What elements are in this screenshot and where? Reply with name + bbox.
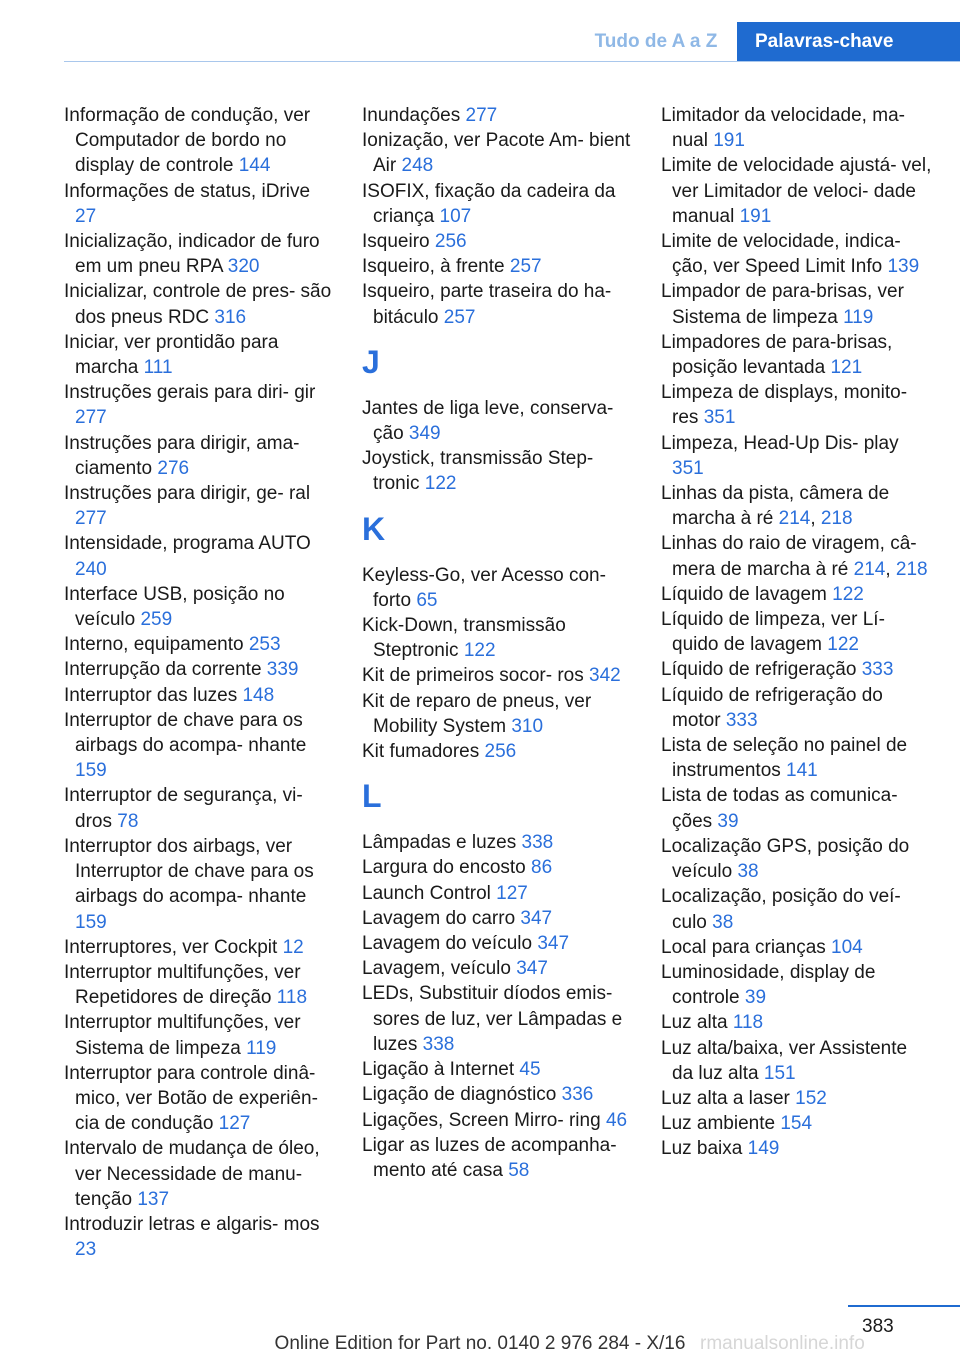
page-link[interactable]: 257: [509, 256, 542, 278]
index-entry-text: Luz alta a laser: [661, 1087, 796, 1109]
index-entry: [661, 330, 933, 380]
header-divider: [64, 61, 960, 62]
index-entry-text: Keyless-Go, ver Acesso con‐ forto: [362, 564, 606, 611]
index-entry: [661, 1086, 933, 1111]
index-entry-text: Introduzir letras e algaris‐ mos: [64, 1213, 320, 1235]
page-link[interactable]: 122: [832, 583, 864, 605]
index-entry-text: Ligação à Internet: [362, 1059, 520, 1081]
page-link[interactable]: 159: [75, 911, 107, 933]
page-link[interactable]: 259: [140, 609, 173, 631]
index-entry-text: Luz baixa: [661, 1138, 748, 1160]
index-entry: [362, 179, 634, 229]
index-entry: [661, 380, 933, 430]
index-entry: [362, 613, 634, 663]
index-entry-text: Limpador de para-brisas, ver Sistema de limpeza: [661, 281, 904, 328]
page-link[interactable]: 351: [672, 457, 704, 479]
page-link[interactable]: 240: [75, 558, 107, 580]
page-link[interactable]: 118: [276, 987, 308, 1009]
index-entry: [64, 179, 336, 229]
page-link[interactable]: 218: [820, 508, 853, 530]
index-entry: [64, 380, 336, 430]
page-link[interactable]: 218: [895, 558, 928, 580]
page-link[interactable]: 23: [75, 1239, 97, 1261]
index-entry-text: Kit de primeiros socor‐ ros: [362, 665, 590, 687]
index-entry-text: Localização GPS, posição do veículo: [661, 835, 910, 883]
index-entry: [362, 931, 634, 956]
index-entry-text: Linhas do raio de viragem, câ‐ mera de marcha à ré: [661, 533, 917, 580]
index-entry: [64, 279, 336, 329]
page-link[interactable]: 253: [248, 634, 281, 656]
page-link[interactable]: 38: [737, 861, 759, 883]
index-entry-text: Limpeza, Head-Up Dis‐ play: [661, 432, 899, 454]
page-link[interactable]: 144: [238, 155, 271, 177]
index-entry: [362, 956, 634, 981]
index-entry: [362, 1133, 634, 1183]
page-link[interactable]: 338: [422, 1033, 455, 1055]
index-entry-text: Limite de velocidade, indica‐ ção, ver Speed Limit Info: [661, 231, 901, 278]
index-entry: [362, 128, 634, 178]
index-entry: [64, 330, 336, 380]
page-link[interactable]: 107: [439, 205, 472, 227]
page-link[interactable]: 336: [561, 1084, 594, 1106]
index-entry: [661, 1036, 933, 1086]
page-link[interactable]: 149: [747, 1138, 780, 1160]
page-link[interactable]: 154: [780, 1113, 813, 1135]
index-entry-text: Ligar as luzes de acompanha‐ mento até casa: [362, 1134, 617, 1181]
index-entry: [362, 855, 634, 880]
index-entry-text: Local para crianças: [661, 936, 832, 958]
index-entry: [64, 1010, 336, 1060]
index-entry: [64, 1212, 336, 1262]
index-entry: [362, 1082, 634, 1107]
page-link[interactable]: 127: [218, 1113, 251, 1135]
index-entry: [661, 834, 933, 884]
index-entry: [362, 563, 634, 613]
index-entry: [661, 1010, 933, 1035]
index-entry: [661, 607, 933, 657]
page-link[interactable]: 276: [157, 457, 190, 479]
page-link[interactable]: 12: [282, 936, 304, 958]
index-column-3: [661, 103, 933, 1162]
index-entry-text: Inicialização, indicador de furo em um pneu RPA: [64, 231, 320, 278]
page-link[interactable]: 214: [778, 508, 811, 530]
index-entry-text: Líquido de lavagem: [661, 583, 833, 605]
page-link[interactable]: 118: [732, 1012, 764, 1034]
page-link[interactable]: 39: [717, 810, 739, 832]
index-entry-text: Luz alta/baixa, ver Assistente da luz alta: [661, 1037, 908, 1084]
index-entry-text: Inundações: [362, 105, 466, 126]
index-entry-text: Interface USB, posição no veículo: [64, 583, 285, 631]
index-entry: [64, 1136, 336, 1212]
page-link[interactable]: 277: [75, 407, 107, 429]
index-entry-text: Lavagem, veículo: [362, 958, 517, 980]
index-entry-text: Luminosidade, display de controle: [661, 961, 876, 1009]
index-entry-text: Largura do encosto: [362, 857, 532, 879]
index-entry-text: Interruptor multifunções, ver Sistema de limpeza: [64, 1012, 301, 1059]
index-entry: [362, 103, 634, 128]
index-entry: [362, 830, 634, 855]
index-entry: [661, 153, 933, 229]
index-entry: Linhas da pista, câmera de marcha à ré 214, 218: [661, 483, 890, 530]
index-entry: [661, 1136, 933, 1161]
index-entry-text: Luz alta: [661, 1012, 733, 1034]
index-entry-text: Limitador da velocidade, ma‐ nual: [661, 105, 905, 152]
index-entry-text: Ligação de diagnóstico: [362, 1084, 562, 1106]
page-link[interactable]: 248: [401, 155, 434, 177]
index-entry-text: Lavagem do carro: [362, 907, 521, 929]
page-link[interactable]: 277: [465, 105, 498, 126]
index-entry: [64, 960, 336, 1010]
index-entry-text: Isqueiro, à frente: [362, 256, 510, 278]
page-link[interactable]: 148: [242, 684, 275, 706]
page-link[interactable]: 310: [511, 715, 544, 737]
index-entry: [661, 1111, 933, 1136]
page-link[interactable]: 27: [75, 205, 97, 227]
index-entry: [661, 582, 933, 607]
index-entry-text: Interruptor de chave para os airbags do acompa‐ nhante: [64, 709, 307, 757]
index-entry-text: LEDs, Substituir díodos emis‐ sores de luz, ver Lâmpadas e luzes: [362, 983, 623, 1055]
page-link[interactable]: 111: [143, 357, 173, 379]
page-link[interactable]: 139: [887, 256, 920, 278]
index-entry-text: Localização, posição do veí‐ culo: [661, 886, 901, 933]
page-link[interactable]: 191: [739, 205, 772, 227]
index-entry: [362, 689, 634, 739]
index-entry-text: Lista de todas as comunica‐ ções: [661, 785, 898, 832]
index-entry-text: Instruções para dirigir, ge‐ ral: [64, 483, 311, 505]
index-entry: [362, 1057, 634, 1082]
index-entry-text: ISOFIX, fixação da cadeira da criança: [362, 180, 616, 227]
index-entry-text: Kit fumadores: [362, 741, 485, 763]
index-entry: [64, 481, 336, 531]
index-column-1: [64, 103, 336, 1262]
active-tab[interactable]: Palavras-chave: [737, 22, 960, 62]
page-link[interactable]: 65: [416, 589, 438, 611]
index-entry-text: Limpadores de para-brisas, posição levantada: [661, 331, 893, 379]
index-entry-text: Inicializar, controle de pres‐ são dos pneus RDC: [64, 281, 332, 328]
index-entry: [362, 446, 634, 496]
page-link[interactable]: 347: [516, 958, 548, 980]
index-entry: [661, 431, 933, 481]
index-entry-text: Lista de seleção no painel de instrumentos: [661, 735, 908, 782]
page-link[interactable]: 127: [496, 882, 528, 904]
page-link[interactable]: 333: [725, 709, 758, 731]
index-entry-text: Lâmpadas e luzes: [362, 832, 522, 854]
index-entry: [64, 431, 336, 481]
index-entry: [64, 531, 336, 581]
footer-edition: Online Edition for Part no. 0140 2 976 284 - X/16: [274, 1333, 686, 1354]
index-entry: [362, 663, 634, 688]
index-entry: [64, 582, 336, 632]
index-letter-heading: K: [362, 510, 386, 547]
index-entry: [64, 834, 336, 935]
index-entry-text: Líquido de refrigeração: [661, 659, 862, 681]
index-entry-text: Interrupção da corrente: [64, 659, 267, 681]
index-entry-text: Linhas da pista, câmera de marcha à ré: [661, 483, 890, 530]
index-entry-text: Limite de velocidade ajustá‐ vel, ver Limitador de veloci‐ dade manual: [661, 155, 932, 227]
page-link[interactable]: 347: [520, 907, 553, 929]
index-entry-text: Lavagem do veículo: [362, 933, 538, 955]
index-entry: [64, 935, 336, 960]
index-entry: [362, 279, 634, 329]
index-entry-text: Instruções para dirigir, ama‐ ciamento: [64, 432, 300, 479]
index-entry: [661, 783, 933, 833]
index-entry: [661, 884, 933, 934]
index-entry-text: Jantes de liga leve, conserva‐ ção: [362, 397, 614, 445]
index-entry: [362, 881, 634, 906]
page-link[interactable]: 342: [589, 665, 621, 687]
index-entry-text: Líquido de limpeza, ver Lí‐ quido de lavagem: [661, 609, 885, 656]
index-entry: [64, 229, 336, 279]
index-entry-text: Instruções gerais para diri‐ gir: [64, 382, 316, 404]
index-entry-text: Limpeza de displays, monito‐ res: [661, 382, 908, 429]
section-tab[interactable]: Tudo de A a Z: [594, 31, 718, 52]
index-entry: [362, 739, 634, 764]
index-entry: Linhas do raio de viragem, câ‐ mera de marcha à ré 214, 218: [661, 533, 928, 580]
index-entry: [362, 229, 634, 254]
page-link[interactable]: 333: [861, 659, 894, 681]
page-link[interactable]: 257: [443, 306, 476, 328]
page-link[interactable]: 191: [713, 130, 745, 152]
page-link[interactable]: 137: [137, 1188, 170, 1210]
index-entry-text: Intensidade, programa AUTO: [64, 533, 311, 555]
index-entry: [661, 657, 933, 682]
page-link[interactable]: 320: [227, 256, 260, 278]
index-entry: [661, 279, 933, 329]
page-number-rule: [848, 1305, 960, 1307]
index-entry: [64, 708, 336, 784]
page-link[interactable]: 104: [831, 936, 863, 958]
page-link[interactable]: 122: [463, 640, 496, 662]
index-entry-text: Intervalo de mudança de óleo, ver Necessidade de manu‐ tenção: [64, 1138, 320, 1210]
index-entry: [64, 683, 336, 708]
page-link[interactable]: 214: [853, 558, 886, 580]
index-column-2: [362, 103, 634, 1183]
index-entry-text: Isqueiro: [362, 231, 435, 253]
page-link[interactable]: 86: [531, 857, 553, 879]
index-entry-text: Ionização, ver Pacote Am‐ bient Air: [362, 130, 631, 177]
index-entry-text: Líquido de refrigeração do motor: [661, 684, 883, 731]
index-entry: [362, 1108, 634, 1133]
index-entry: [64, 632, 336, 657]
index-entry-text: Interruptor de segurança, vi‐ dros: [64, 785, 303, 832]
page-link[interactable]: 351: [703, 407, 736, 429]
page-link[interactable]: 119: [843, 306, 874, 328]
page-number: 383: [862, 1316, 894, 1337]
index-entry: [362, 396, 634, 446]
page-link[interactable]: 78: [117, 810, 139, 832]
index-entry-text: Kick-Down, transmissão Steptronic: [362, 615, 566, 662]
index-entry-text: Informações de status, iDrive: [64, 180, 311, 202]
index-entry: [661, 683, 933, 733]
index-entry: [661, 229, 933, 279]
index-entry-text: Ligações, Screen Mirro‐ ring: [362, 1109, 606, 1131]
page-link[interactable]: 277: [75, 508, 107, 530]
index-entry-text: Interno, equipamento: [64, 634, 249, 656]
index-entry-text: Interruptor multifunções, ver Repetidores de direção: [64, 961, 301, 1009]
index-entry: [661, 733, 933, 783]
index-entry: [661, 103, 933, 153]
index-entry: [64, 103, 336, 179]
index-entry-text: Kit de reparo de pneus, ver Mobility System: [362, 690, 592, 737]
index-entry: [362, 254, 634, 279]
index-entry-text: Interruptores, ver Cockpit: [64, 936, 283, 958]
index-letter-heading: L: [362, 778, 382, 815]
page-link[interactable]: 122: [424, 473, 457, 495]
index-entry: [64, 783, 336, 833]
watermark: rmanualsonline.info: [700, 1333, 865, 1354]
index-entry-text: Interruptor dos airbags, ver Interruptor de chave para os airbags do acompa‐ nhante: [64, 835, 314, 908]
page-link[interactable]: 316: [214, 306, 247, 328]
page-link[interactable]: 339: [266, 659, 299, 681]
page-link[interactable]: 58: [508, 1159, 530, 1181]
index-entry-text: Luz ambiente: [661, 1113, 781, 1135]
page-link[interactable]: 347: [537, 933, 570, 955]
page-link[interactable]: 338: [521, 832, 554, 854]
page-link[interactable]: 159: [75, 760, 107, 782]
page-link[interactable]: 151: [763, 1062, 796, 1084]
index-entry: [64, 657, 336, 682]
page-link[interactable]: 121: [830, 357, 863, 379]
index-entry: [362, 981, 634, 1057]
page-link[interactable]: 45: [519, 1059, 541, 1081]
index-entry: [661, 960, 933, 1010]
page-link[interactable]: 256: [484, 741, 517, 763]
index-entry-text: Interruptor das luzes: [64, 684, 243, 706]
page-link[interactable]: 39: [744, 987, 767, 1009]
page-link[interactable]: 38: [712, 911, 734, 933]
index-entry-text: Joystick, transmissão Step‐ tronic: [362, 448, 594, 495]
index-letter-heading: J: [362, 343, 380, 380]
page-link[interactable]: 119: [246, 1037, 277, 1059]
index-entry: [661, 935, 933, 960]
index-entry-text: Iniciar, ver prontidão para marcha: [64, 331, 279, 379]
index-entry: [362, 906, 634, 931]
page-link[interactable]: 349: [408, 423, 441, 445]
page-link[interactable]: 141: [786, 760, 818, 782]
index-entry: [64, 1061, 336, 1137]
index-entry-text: Launch Control: [362, 882, 497, 904]
page-link[interactable]: 152: [795, 1087, 827, 1109]
index-entry-text: Isqueiro, parte traseira do ha‐ bitáculo: [362, 281, 612, 328]
index-entry-text: Informação de condução, ver Computador de bordo no display de controle: [64, 105, 311, 177]
page-link[interactable]: 46: [605, 1109, 628, 1131]
index-entry-text: Interruptor para controle dinâ‐ mico, ver Botão de experiên‐ cia de condução: [64, 1062, 318, 1135]
page-link[interactable]: 256: [434, 231, 467, 253]
page-link[interactable]: 122: [827, 634, 859, 656]
